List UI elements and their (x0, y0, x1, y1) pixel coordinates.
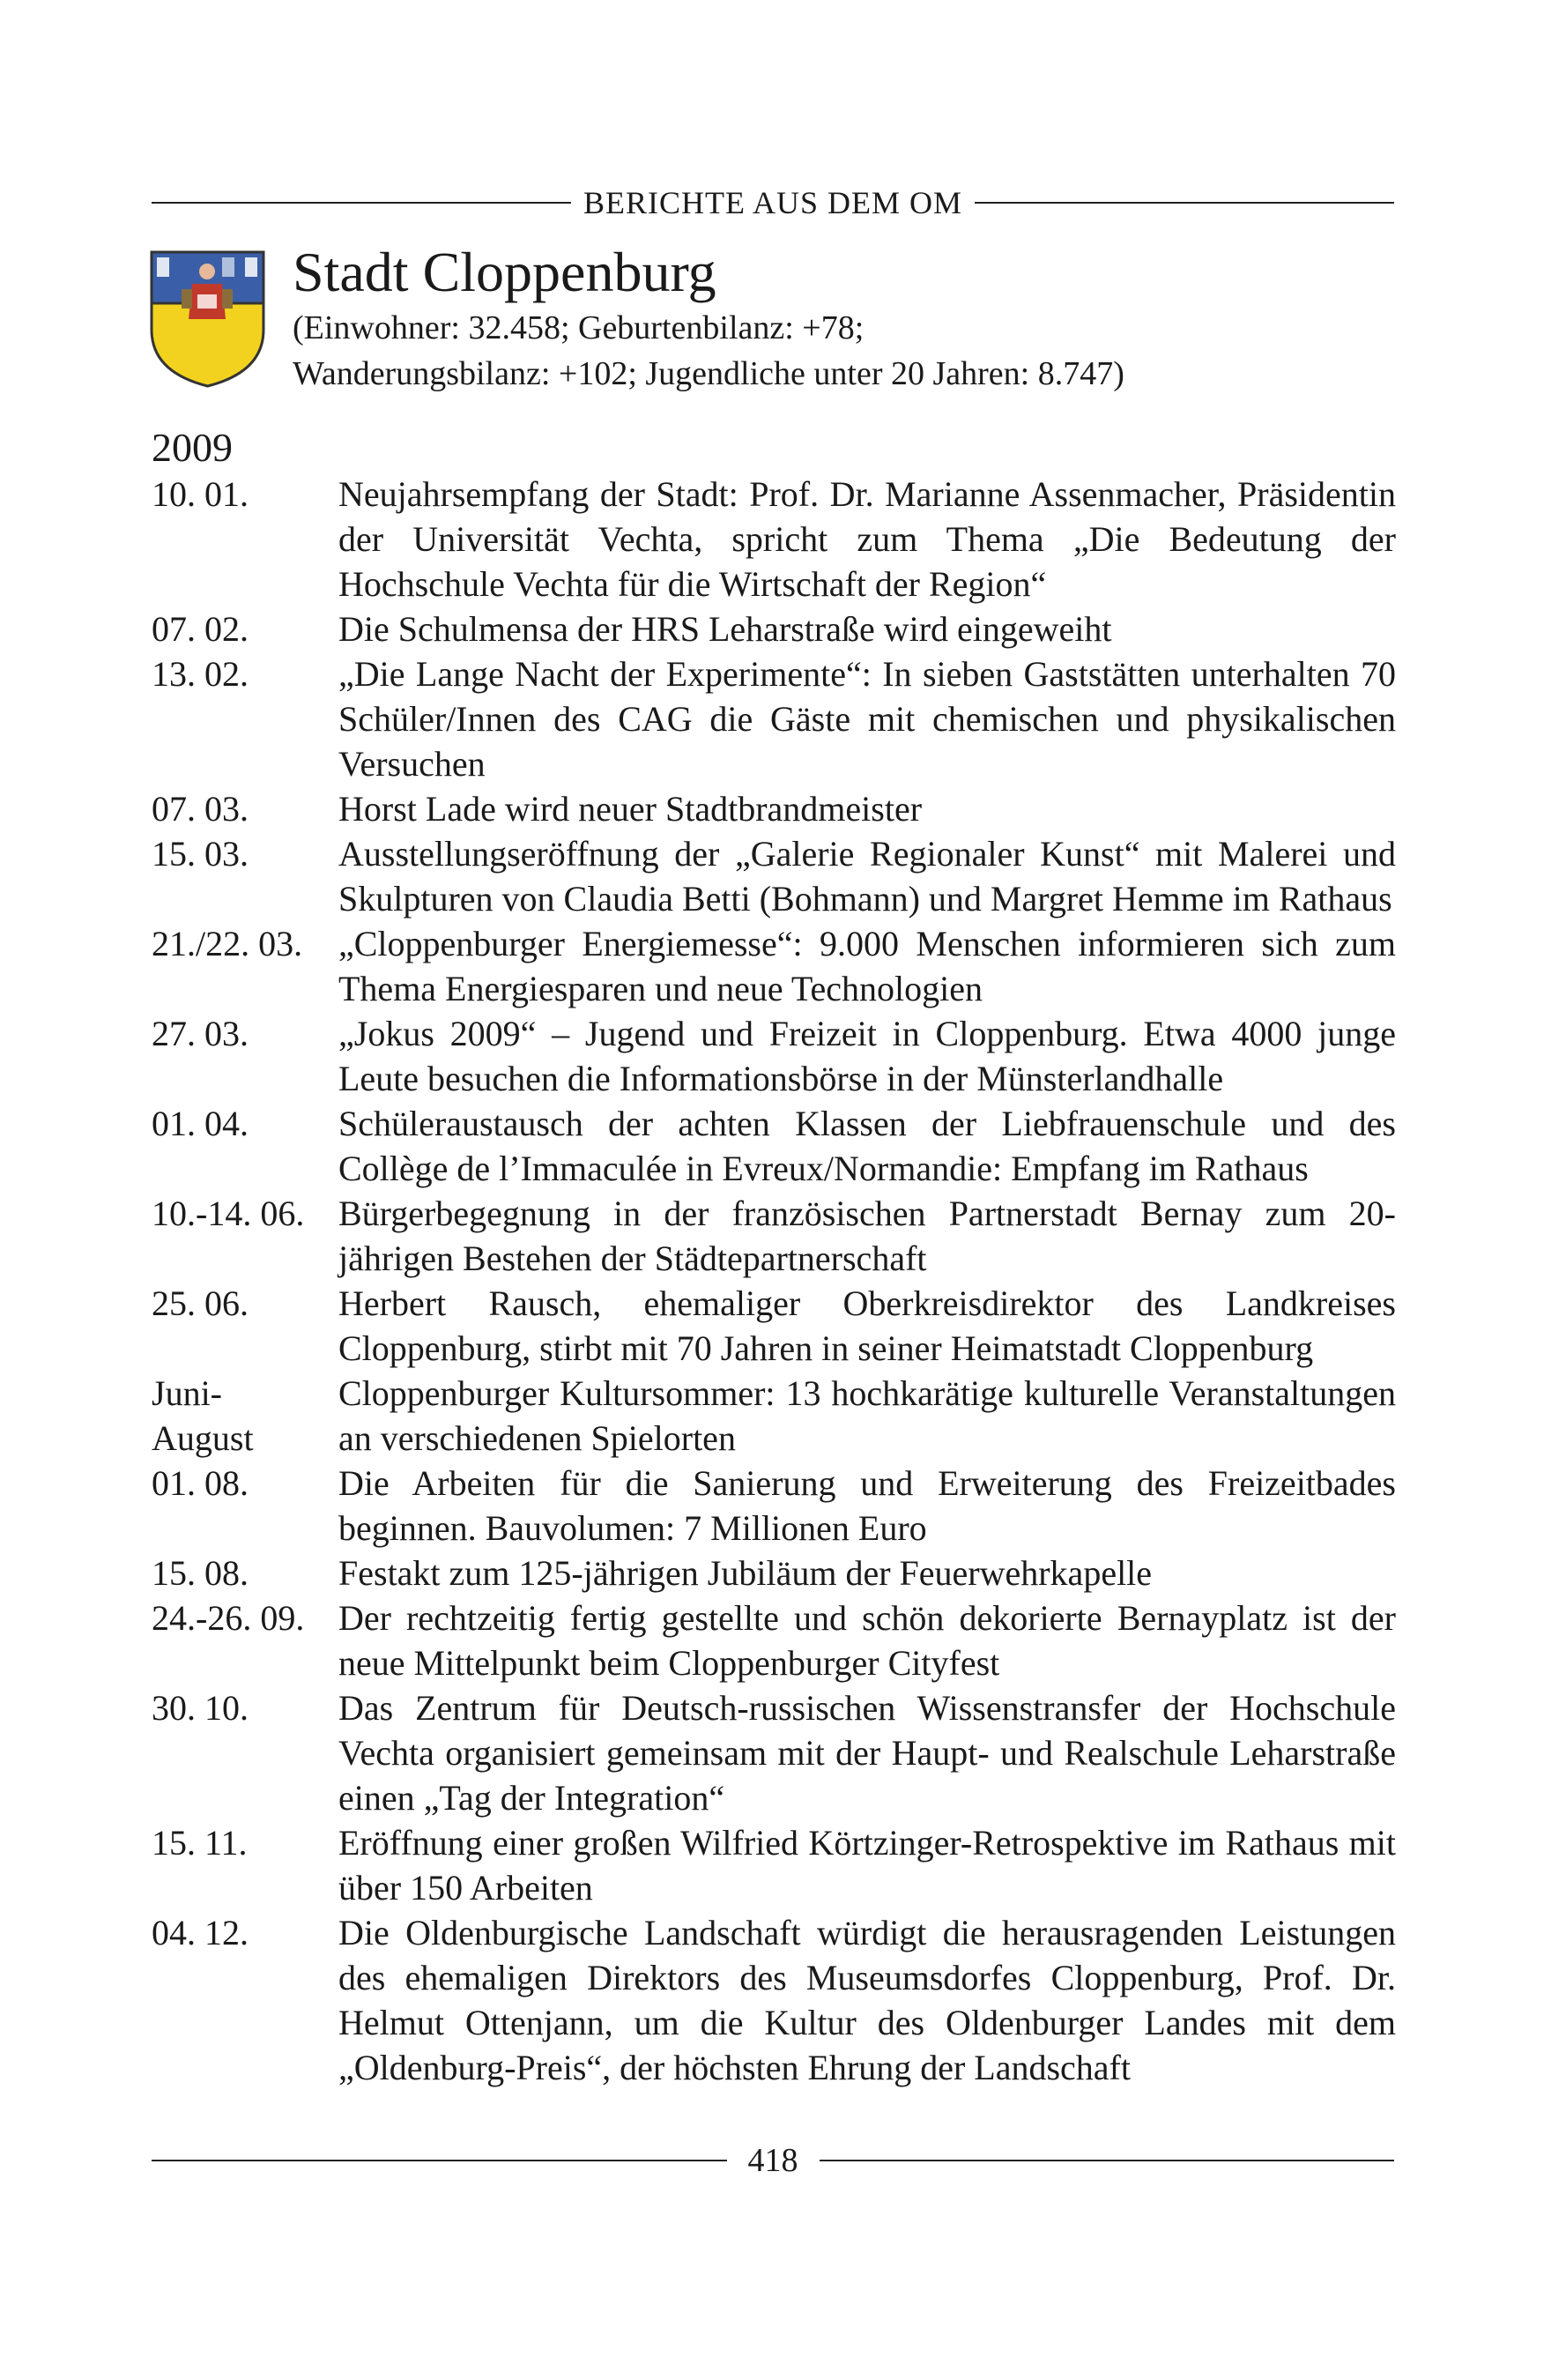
footer-rule-right (820, 2160, 1395, 2161)
chronicle-entry (152, 1595, 1403, 1685)
chronicle-entry (152, 1191, 1403, 1281)
entry-text: Eröffnung einer großen Wilfried Körtzinger-Retrospektive im Rathaus mit über 150 Arbeiten (338, 1823, 1396, 1908)
header-rule-left (152, 202, 571, 204)
entry-text: Herbert Rausch, ehemaliger Oberkreisdirektor des Landkreises Cloppenburg, stirbt mit 70 Jahren in seiner Heimatstadt Cloppenburg (338, 1283, 1396, 1368)
chronicle-entry (152, 1551, 1403, 1595)
entry-date: 04. 12. (152, 1913, 249, 1952)
entry-text: Horst Lade wird neuer Stadtbrandmeister (338, 789, 923, 829)
entry-date: 15. 08. (152, 1553, 249, 1593)
page-footer (152, 2138, 1394, 2183)
entry-text: „Cloppenburger Energiemesse“: 9.000 Menschen informieren sich zum Thema Energiesparen und neue Technologien (338, 924, 1396, 1008)
entry-date: 15. 11. (152, 1823, 248, 1863)
chronicle-entry (152, 1461, 1403, 1551)
entry-text: Ausstellungseröffnung der „Galerie Regionaler Kunst“ mit Malerei und Skulpturen von Claudia Betti (Bohmann) und Margret Hemme im Rathaus (338, 834, 1396, 919)
entry-date: 01. 04. (152, 1104, 249, 1143)
chronicle-entry (152, 1011, 1403, 1101)
entry-date: 10.-14. 06. (152, 1194, 305, 1233)
entry-date: 25. 06. (152, 1283, 249, 1323)
entry-date: 13. 02. (152, 654, 249, 694)
town-stats-line-2: Wanderungsbilanz: +102; Jugendliche unter 20 Jahren: 8.747) (293, 355, 1124, 392)
chronicle-entry (152, 1685, 1403, 1820)
running-header-text: BERICHTE AUS DEM OM (583, 185, 963, 220)
entry-text: „Jokus 2009“ – Jugend und Freizeit in Cloppenburg. Etwa 4000 junge Leute besuchen die Informationsbörse in der Münsterlandhalle (338, 1014, 1396, 1098)
town-stats (293, 305, 1124, 397)
entry-text: „Die Lange Nacht der Experimente“: In sieben Gaststätten unterhalten 70 Schüler/Innen des CAG die Gäste mit chemischen und physikalischen Versuchen (338, 654, 1396, 784)
entry-text: Schüleraustausch der achten Klassen der Liebfrauenschule und des Collège de l’Immaculée in Evreux/Normandie: Empfang im Rathaus (338, 1104, 1396, 1188)
coat-of-arms-icon (148, 249, 267, 388)
entry-date: Juni- August (152, 1373, 254, 1458)
entry-date: 21./22. 03. (152, 924, 303, 963)
chronicle-entry (152, 1820, 1403, 1910)
entry-text: Festakt zum 125-jährigen Jubiläum der Feuerwehrkapelle (338, 1553, 1153, 1593)
entry-text: Die Oldenburgische Landschaft würdigt die herausragenden Leistungen des ehemaligen Direktors des Museumsdorfes Cloppenburg, Prof. Dr. Helmut Ottenjann, um die Kultur des Oldenburger Landes mit dem „Oldenburg-Preis“, der höchsten Ehrung der Landschaft (338, 1913, 1396, 2087)
chronicle-entry (152, 472, 1403, 606)
entry-text: Die Arbeiten für die Sanierung und Erweiterung des Freizeitbades beginnen. Bauvolumen: 7 Millionen Euro (338, 1463, 1396, 1548)
entry-date: 10. 01. (152, 474, 249, 514)
chronicle-entry (152, 786, 1403, 831)
page-number: 418 (747, 2142, 798, 2179)
entry-date: 01. 08. (152, 1463, 249, 1503)
entry-text: Bürgerbegegnung in der französischen Partnerstadt Bernay zum 20-jährigen Bestehen der Städtepartnerschaft (338, 1194, 1396, 1278)
chronicle-entry (152, 1371, 1403, 1461)
entry-text: Neujahrsempfang der Stadt: Prof. Dr. Marianne Assenmacher, Präsidentin der Universität Vechta, spricht zum Thema „Die Bedeutung der Hochschule Vechta für die Wirtschaft der Region“ (338, 474, 1396, 604)
header-rule-right (975, 202, 1394, 204)
running-header (152, 181, 1394, 225)
chronicle-entry (152, 831, 1403, 921)
entry-date: 15. 03. (152, 834, 249, 874)
town-stats-line-1: (Einwohner: 32.458; Geburtenbilanz: +78; (293, 309, 865, 346)
town-title: Stadt Cloppenburg (293, 241, 716, 303)
chronicle-list (152, 472, 1403, 2090)
chronicle-entry (152, 921, 1403, 1011)
footer-rule-left (152, 2160, 727, 2161)
entry-date: 27. 03. (152, 1014, 249, 1053)
entry-date: 24.-26. 09. (152, 1598, 305, 1638)
entry-date: 07. 02. (152, 609, 249, 649)
chronicle-entry (152, 1281, 1403, 1371)
entry-text: Der rechtzeitig fertig gestellte und schön dekorierte Bernayplatz ist der neue Mittelpunkt beim Cloppenburger Cityfest (338, 1598, 1396, 1683)
chronicle-entry (152, 1910, 1403, 2090)
chronicle-entry (152, 651, 1403, 786)
chronicle-entry (152, 1101, 1403, 1191)
entry-date: 30. 10. (152, 1688, 249, 1728)
year-heading: 2009 (152, 425, 233, 470)
entry-text: Cloppenburger Kultursommer: 13 hochkarätige kulturelle Veranstaltungen an verschiedenen Spielorten (338, 1373, 1396, 1458)
chronicle-entry (152, 606, 1403, 651)
entry-text: Die Schulmensa der HRS Leharstraße wird eingeweiht (338, 609, 1112, 649)
entry-date: 07. 03. (152, 789, 249, 829)
entry-text: Das Zentrum für Deutsch-russischen Wissenstransfer der Hochschule Vechta organisiert gemeinsam mit der Haupt- und Realschule Leharstraße einen „Tag der Integration“ (338, 1688, 1396, 1818)
